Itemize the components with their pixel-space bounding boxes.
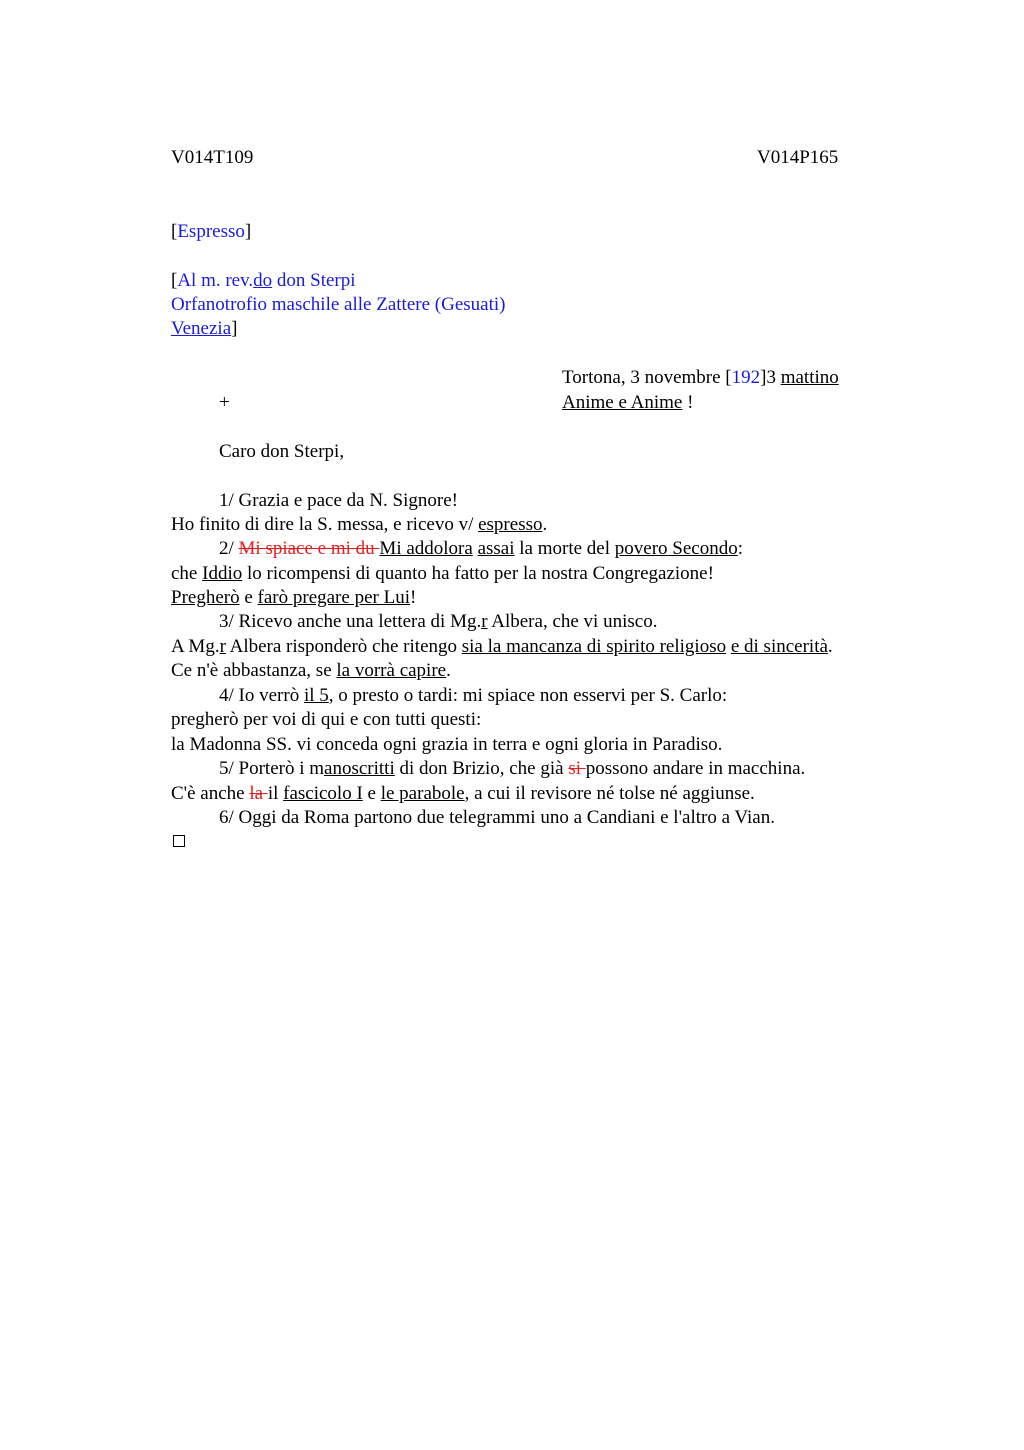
p5-line-2 xyxy=(171,782,755,806)
p3-l2-u2: sia la mancanza di spirito religioso xyxy=(461,636,727,657)
p1-l2-end: . xyxy=(542,514,548,535)
p1-l2-underlined: espresso xyxy=(478,514,543,535)
address-line-3: Venezia] xyxy=(171,318,238,339)
p2-number: 2/ xyxy=(219,538,239,559)
dateline-time: mattino xyxy=(780,367,839,388)
address-city: Venezia xyxy=(171,318,232,339)
p3-l2-u1: r xyxy=(219,636,226,657)
p3-l2-end: . xyxy=(827,636,833,657)
dateline-year-part: 192 xyxy=(731,367,761,388)
p5-l1-a: 5/ Porterò i m xyxy=(219,758,325,779)
motto xyxy=(562,391,693,415)
address-line-2: Orfanotrofio maschile alle Zattere (Gesuati) xyxy=(171,294,506,315)
p2-l3-u2: farò pregare per Lui xyxy=(257,587,410,608)
p3-l1-u: r xyxy=(481,611,488,632)
p5-l2-u1: fascicolo I xyxy=(283,783,363,804)
p2-l3-end: ! xyxy=(409,587,417,608)
p1-line-1: 1/ Grazia e pace da N. Signore! xyxy=(219,490,458,511)
espresso-label: Espresso xyxy=(177,221,245,242)
p2-line-1 xyxy=(219,537,743,561)
p3-l3-end: . xyxy=(446,660,451,681)
p6-line-1: 6/ Oggi da Roma partono due telegrammi uno a Candiani e l'altro a Vian. xyxy=(219,807,775,828)
p2-line-2 xyxy=(171,562,714,586)
p3-l2-a: A Mg. xyxy=(171,636,220,657)
p4-l1-u: il 5 xyxy=(303,685,329,706)
p4-l1-a: 4/ Io verrò xyxy=(219,685,304,706)
greeting: Caro don Sterpi, xyxy=(219,441,345,462)
p4-line-3: la Madonna SS. vi conceda ogni grazia in terra e ogni gloria in Paradiso. xyxy=(171,734,723,755)
delivery-note: [Espresso] xyxy=(171,221,252,242)
p3-line-1 xyxy=(219,610,657,634)
p4-line-2: pregherò per voi di qui e con tutti questi: xyxy=(171,709,482,730)
p5-l2-u2: le parabole xyxy=(380,783,465,804)
p5-l1-deletion: si xyxy=(568,758,586,779)
p1-l2-text: Ho finito di dire la S. messa, e ricevo v/ xyxy=(171,514,479,535)
p2-l2-a: che xyxy=(171,563,203,584)
address-recipient-superscript: do xyxy=(253,270,273,291)
p2-l3-u1: Pregherò xyxy=(171,587,240,608)
p5-line-1 xyxy=(219,757,805,781)
p2-u1: Mi addolora xyxy=(379,538,473,559)
p3-l2-c: Albera risponderò che ritengo xyxy=(225,636,462,657)
p3-l2-u3: e di sincerità xyxy=(730,636,828,657)
p2-line-3 xyxy=(171,586,416,610)
p3-l3-u: la vorrà capire xyxy=(336,660,447,681)
cross-mark: + xyxy=(219,392,230,413)
p4-l1-c: , o presto o tardi: mi spiace non esservi per S. Carlo: xyxy=(328,685,728,706)
p5-l2-f: , a cui il revisore né tolse né aggiunse. xyxy=(464,783,755,804)
p3-l3-a: Ce n'è abbastanza, se xyxy=(171,660,337,681)
dateline xyxy=(562,366,839,390)
p2-l3-and: e xyxy=(239,587,258,608)
p2-l2-c: lo ricompensi di quanto ha fatto per la nostra Congregazione! xyxy=(242,563,714,584)
p2-u2: assai xyxy=(477,538,515,559)
p5-l2-a: C'è anche xyxy=(171,783,250,804)
address-line-1: [Al m. rev.do don Sterpi xyxy=(171,270,356,291)
p3-line-2 xyxy=(171,635,833,659)
p5-l2-b: il xyxy=(267,783,284,804)
motto-text: Anime e Anime xyxy=(562,392,683,413)
motto-end: ! xyxy=(682,392,694,413)
p5-l1-c: di don Brizio, che già xyxy=(394,758,569,779)
p5-l2-deletion: la xyxy=(249,783,268,804)
p5-l1-d: possono andare in macchina. xyxy=(585,758,806,779)
p2-text1: la morte del xyxy=(514,538,615,559)
p2-u3: povero Secondo xyxy=(614,538,738,559)
p3-l1-a: 3/ Ricevo anche una lettera di Mg. xyxy=(219,611,482,632)
square-icon xyxy=(173,835,185,847)
p4-line-1 xyxy=(219,684,727,708)
p2-deletion: Mi spiace e mi du xyxy=(238,538,380,559)
p5-l1-u: anoscritti xyxy=(324,758,395,779)
p3-line-3 xyxy=(171,659,451,683)
p2-colon: : xyxy=(737,538,743,559)
p2-l2-u: Iddio xyxy=(202,563,243,584)
p1-line-2 xyxy=(171,513,547,537)
address-recipient-name: don Sterpi xyxy=(272,270,356,291)
doc-code-left: V014T109 xyxy=(171,147,254,168)
p5-l2-and: e xyxy=(362,783,381,804)
dateline-year-end: ]3 xyxy=(760,367,781,388)
address-recipient-prefix: Al m. rev. xyxy=(177,270,254,291)
p3-l1-c: Albera, che vi unisco. xyxy=(487,611,658,632)
doc-code-right: V014P165 xyxy=(757,147,839,168)
dateline-place: Tortona, 3 novembre [ xyxy=(562,367,732,388)
